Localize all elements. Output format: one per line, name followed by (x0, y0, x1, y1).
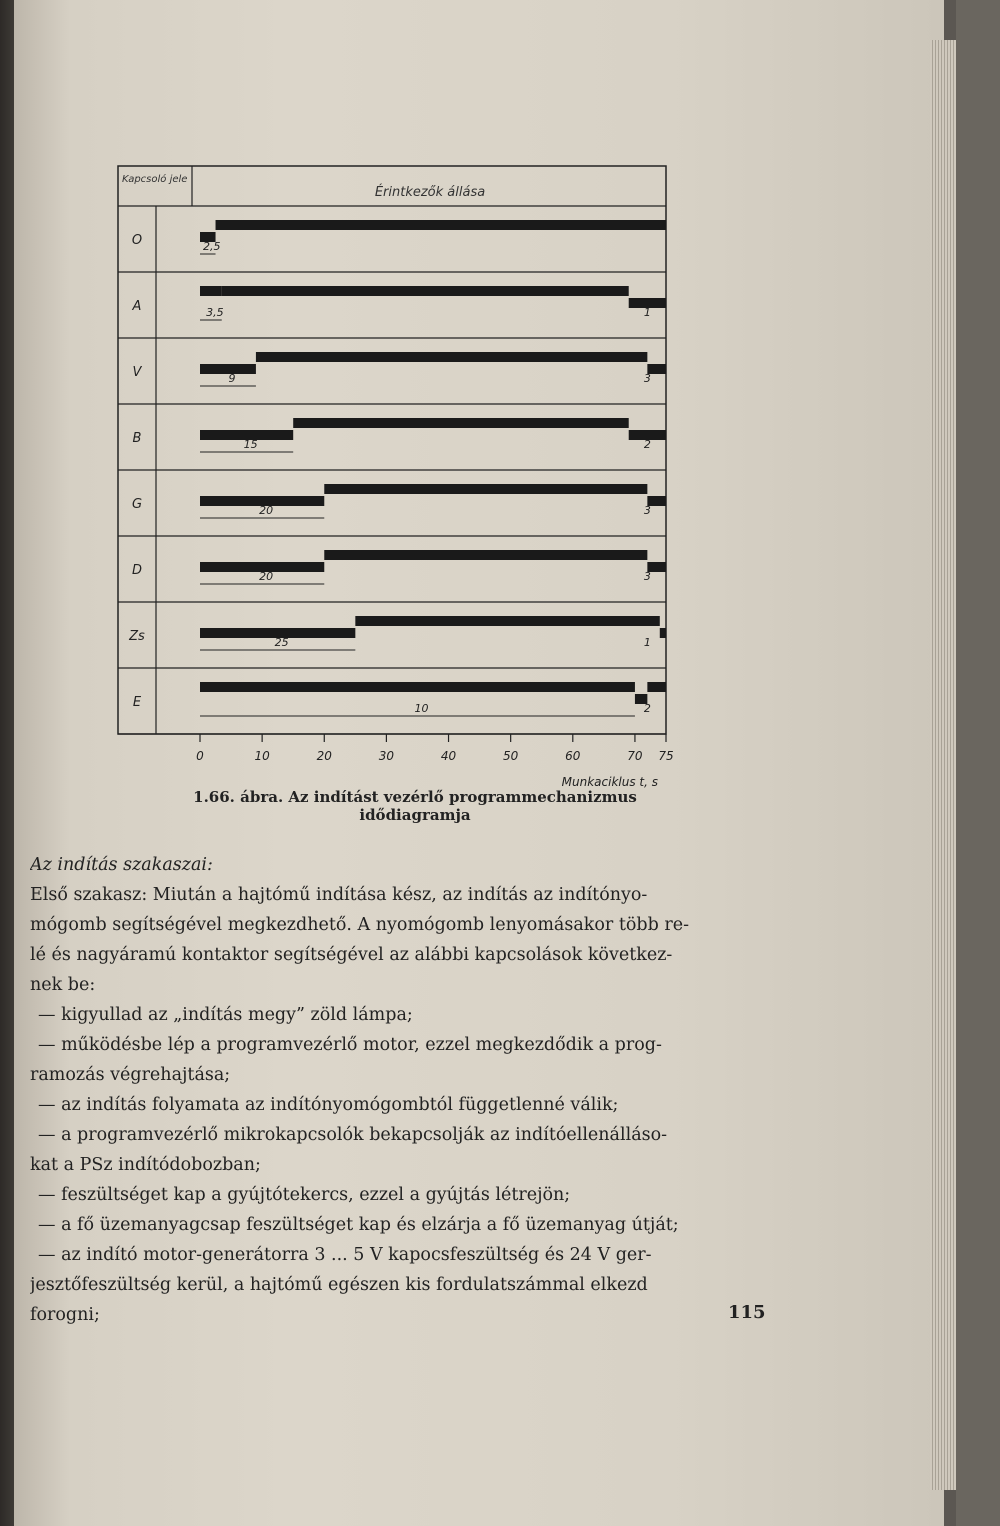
text-line: nek be: (30, 975, 96, 995)
dimension-label: 15 (243, 438, 258, 451)
diagram-bars (200, 220, 666, 716)
row-label: B (132, 431, 142, 446)
contact-bar (324, 550, 647, 560)
list-item: — a programvezérlő mikrokapcsolók bekapcsolják az indítóellenálláso- (38, 1125, 668, 1145)
page-edges (930, 40, 956, 1490)
x-tick-label: 70 (627, 749, 643, 763)
x-tick-label: 20 (316, 749, 332, 763)
contact-bar (355, 616, 659, 626)
text-line: forogni; (30, 1305, 100, 1325)
dimension-label: 25 (274, 636, 289, 649)
contact-bar (647, 682, 666, 692)
contact-bar (200, 286, 222, 296)
timing-diagram (100, 160, 720, 800)
background-surface (956, 0, 1000, 1526)
text-line: jesztőfeszültség kerül, a hajtómű egészen kis fordulatszámmal elkezd (30, 1275, 648, 1295)
row-label: D (131, 563, 143, 578)
dimension-label: 1 (643, 636, 651, 649)
dimension-label: 1 (643, 306, 651, 319)
row-label: O (131, 233, 143, 248)
list-item: — a fő üzemanyagcsap feszültséget kap és elzárja a fő üzemanyag útját; (38, 1215, 679, 1235)
x-axis-label: Munkaciklus t, s (561, 775, 658, 789)
page-number: 115 (728, 1302, 766, 1323)
diagram-axis (196, 734, 673, 789)
x-tick-label: 60 (565, 749, 581, 763)
contact-bar (216, 220, 666, 230)
contact-bar (293, 418, 629, 428)
contact-bar (324, 484, 647, 494)
caption-line-2: idődiagramja (359, 806, 471, 824)
diagram-grid (118, 166, 666, 734)
header-switch-label: Kapcsoló jele (122, 174, 188, 185)
list-item: — kigyullad az „indítás megy” zöld lámpa; (38, 1005, 413, 1025)
dimension-label: 3 (643, 504, 651, 517)
contact-bar (222, 286, 629, 296)
list-item: — működésbe lép a programvezérlő motor, ezzel megkezdődik a prog- (38, 1035, 662, 1055)
dimension-label: 3,5 (206, 306, 224, 319)
text-line: Első szakasz: Miután a hajtómű indítása kész, az indítás az indítónyo- (30, 885, 648, 905)
dimension-label: 20 (259, 504, 274, 517)
figure-caption (150, 788, 680, 824)
contact-bar (200, 682, 635, 692)
x-tick-label: 10 (254, 749, 270, 763)
header-contact-state: Érintkezők állása (374, 185, 486, 200)
x-tick-label: 40 (440, 749, 457, 763)
dimension-label: 20 (259, 570, 274, 583)
list-item: — az indító motor-generátorra 3 ... 5 V kapocsfeszültség és 24 V ger- (38, 1245, 652, 1265)
row-label: Zs (129, 629, 145, 644)
section-heading: Az indítás szakaszai: (30, 855, 213, 875)
caption-line-1: 1.66. ábra. Az indítást vezérlő programmechanizmus (193, 788, 637, 806)
text-line: mógomb segítségével megkezdhető. A nyomógomb lenyomásakor több re- (30, 915, 690, 935)
body-text (30, 850, 775, 1330)
dimension-label: 10 (414, 702, 429, 715)
dimension-label: 3 (643, 372, 651, 385)
dimension-label: 2,5 (203, 240, 221, 253)
list-item: — az indítás folyamata az indítónyomógombtól függetlenné válik; (38, 1095, 619, 1115)
contact-bar (256, 352, 647, 362)
x-tick-label: 0 (196, 749, 204, 763)
x-tick-label: 50 (503, 749, 519, 763)
row-label: A (132, 299, 142, 314)
dimension-label: 2 (643, 702, 651, 715)
contact-bar (660, 628, 666, 638)
text-line: lé és nagyáramú kontaktor segítségével az alábbi kapcsolások következ- (30, 945, 673, 965)
dimension-label: 3 (643, 570, 651, 583)
dimension-label: 2 (643, 438, 651, 451)
list-item: — feszültséget kap a gyújtótekercs, ezzel a gyújtás létrejön; (38, 1185, 571, 1205)
diagram-frame (118, 166, 666, 734)
x-tick-label: 30 (378, 749, 395, 763)
row-label: G (131, 497, 143, 512)
text-line: ramozás végrehajtása; (30, 1065, 231, 1085)
text-line: kat a PSz indítódobozban; (30, 1155, 261, 1175)
dimension-label: 9 (228, 372, 236, 385)
row-label: V (132, 365, 142, 380)
x-tick-label: 75 (658, 749, 674, 763)
row-label: E (132, 695, 142, 710)
